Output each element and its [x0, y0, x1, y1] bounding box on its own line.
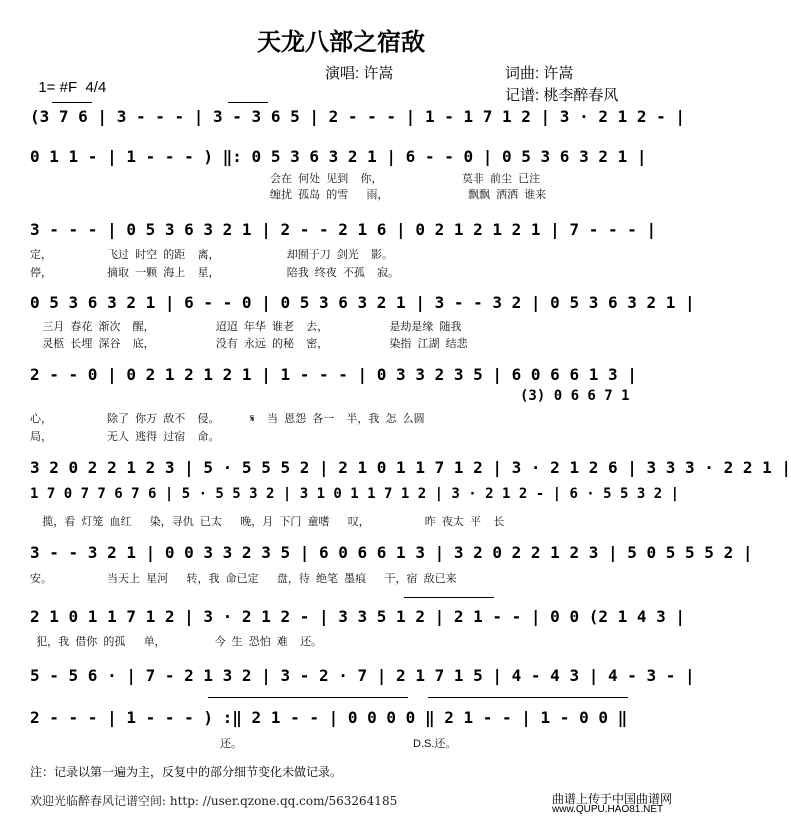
singer-credit: 演唱: 许嵩 — [325, 65, 394, 82]
transcriber-credit: 记谱: 桃李醉春风 — [505, 87, 619, 104]
lyrics-row-6: 揽，看 灯笼 血红 染，寻仇 已太 晚，月 下门 童嗜 叹， 昨 夜太 平 长 — [30, 516, 505, 528]
lyrics-row-2a: 会在 何处 见到 你， 莫非 前尘 已注 — [270, 173, 541, 185]
score-row-7: 3 - - 3 2 1 | 0 0 3 3 2 3 5 | 6 0 6 6 1 3 | 3 2 0 2 2 1 2 3 | 5 0 5 5 5 2 | — [30, 543, 753, 562]
triplet-bracket — [52, 102, 92, 103]
score-row-3: 3 - - - | 0 5 3 6 3 2 1 | 2 - - 2 1 6 | 0 2 1 2 1 2 1 | 7 - - - | — [30, 220, 657, 239]
score-row-6: 3 2 0 2 2 1 2 3 | 5 · 5 5 5 2 | 2 1 0 1 1 7 1 2 | 3 · 2 1 2 6 | 3 3 3 · 2 2 1 | — [30, 458, 791, 477]
composer-credit: 词曲: 许嵩 — [505, 65, 574, 82]
score-row-5-alt: (3) 0 6 6 7 1 — [520, 388, 630, 404]
lyrics-row-3a: 定， 飞过 时空 的距 离， 却囿于刀 剑光 影。 — [30, 249, 394, 261]
lyrics-row-10a: 还。 — [220, 738, 242, 750]
volta-3-bracket — [428, 697, 628, 698]
watermark-line-1: 曲谱上传于中国曲谱网 — [552, 792, 673, 806]
score-row-5: 2 - - 0 | 0 2 1 2 1 2 1 | 1 - - - | 0 3 3 2 3 5 | 6 0 6 6 1 3 | — [30, 365, 637, 384]
lyrics-row-4a: 三月 春花 渐次 醒， 迢迢 年华 谁老 去， 是劫是缘 随我 — [30, 321, 462, 333]
score-row-4: 0 5 3 6 3 2 1 | 6 - - 0 | 0 5 3 6 3 2 1 | 3 - - 3 2 | 0 5 3 6 3 2 1 | — [30, 293, 695, 312]
lyrics-row-5b: 局， 无人 逃得 过宿 命。 — [30, 431, 220, 443]
volta-2-bracket — [208, 697, 408, 698]
transcription-note: 注：记录以第一遍为主，反复中的部分细节变化未做记录。 — [30, 765, 343, 779]
score-row-8: 2 1 0 1 1 7 1 2 | 3 · 2 1 2 - | 3 3 5 1 2 | 2 1 - - | 0 0 (2 1 4 3 | — [30, 607, 686, 626]
lyrics-row-8: 犯，我 借你 的孤 单， 今 生 恐怕 难 还。 — [30, 636, 323, 648]
score-row-6-alt: 1 7 0 7 7 6 7 6 | 5 · 5 5 3 2 | 3 1 0 1 1 7 1 2 | 3 · 2 1 2 - | 6 · 5 5 3 2 | — [30, 486, 680, 502]
watermark-line-2: www.QUPU.HAO81.NET — [552, 804, 664, 815]
score-row-9: 5 - 5 6 · | 7 - 2 1 3 2 | 3 - 2 · 7 | 2 1 7 1 5 | 4 - 4 3 | 4 - 3 - | — [30, 666, 695, 685]
lyrics-row-7: 安。 当天上 星河 转，我 命已定 盘，待 绝笔 墨痕 干，宿 敌已来 — [30, 573, 457, 585]
lyrics-row-3b: 停， 摘取 一颗 海上 星， 陪我 终夜 不孤 寂。 — [30, 267, 400, 279]
triplet-bracket — [228, 102, 268, 103]
score-row-2: 0 1 1 - | 1 - - - ) ‖: 0 5 3 6 3 2 1 | 6 - - 0 | 0 5 3 6 3 2 1 | — [30, 147, 647, 166]
score-row-1: (3 7 6 | 3 - - - | 3 - 3 6 5 | 2 - - - | 1 - 1 7 1 2 | 3 · 2 1 2 - | — [30, 107, 686, 126]
lyrics-row-4b: 灵柩 长埋 深谷 底， 没有 永远 的秘 密， 染指 江湖 结悲 — [30, 338, 468, 350]
key-text: 1= #F 4/4 — [38, 79, 107, 96]
lyrics-row-2b: 缠扰 孤岛 的雪 雨， 飘飘 洒洒 谁来 — [270, 189, 547, 201]
lyrics-row-5a: 心， 除了 你万 敌不 侵。 𝄋 当 恩怨 各一 半，我 怎 么圆 — [30, 413, 425, 425]
volta-1-bracket — [404, 597, 494, 598]
score-row-10: 2 - - - | 1 - - - ) :‖ 2 1 - - | 0 0 0 0 ‖ 2 1 - - | 1 - 0 0 ‖ — [30, 708, 628, 727]
lyrics-row-10b: D.S.还。 — [413, 738, 457, 750]
key-signature — [30, 62, 106, 96]
page-title: 天龙八部之宿敌 — [257, 27, 425, 56]
footer-credit: 欢迎光临醉春风记谱空间: http: //user.qzone.qq.com/563264185 — [30, 794, 398, 808]
